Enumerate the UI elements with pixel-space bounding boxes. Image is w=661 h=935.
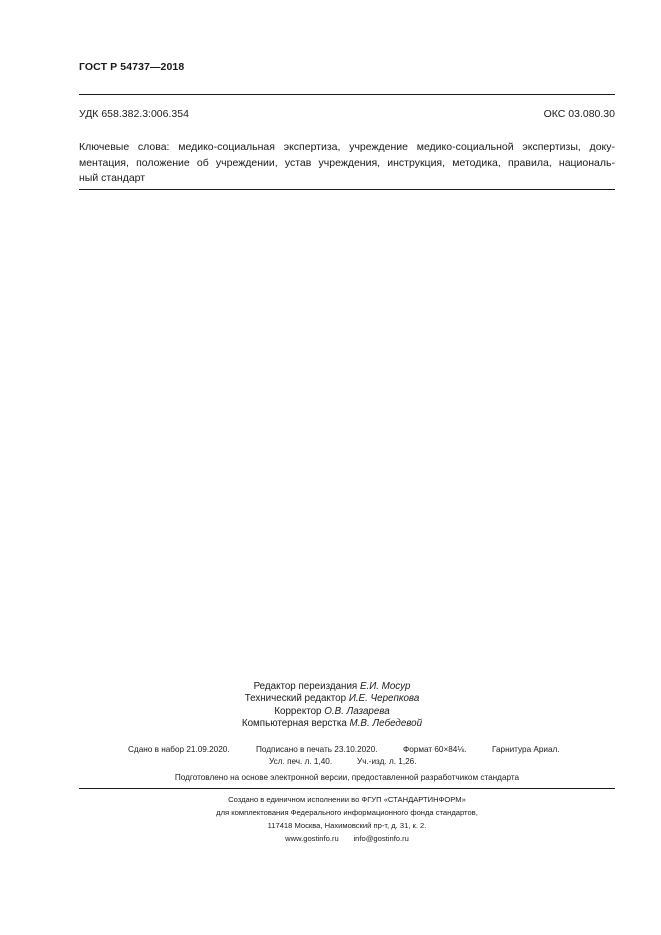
imprint-rule [79, 788, 615, 789]
sent-to-set-date: Сдано в набор 21.09.2020. [128, 745, 230, 754]
print-sheets: Усл. печ. л. 1,40. [269, 757, 333, 766]
keywords-block [79, 140, 615, 187]
keywords-line: ментация, положение об учреждении, устав учреждения, инструкция, методика, правила, националь- [79, 156, 615, 169]
typeface: Гарнитура Ариал. [492, 745, 560, 754]
technical-editor: Технический редактор И.Е. Черепкова [244, 693, 420, 705]
email-link[interactable]: info@gostinfo.ru [353, 834, 409, 843]
publisher-line: для комплектования Федерального информационного фонда стандартов, [216, 808, 478, 817]
standard-number: ГОСТ Р 54737—2018 [79, 61, 185, 73]
corrector: Корректор О.В. Лазарева [274, 705, 390, 717]
paper-format: Формат 60×84⅛. [403, 745, 467, 754]
publisher-sheets: Уч.-изд. л. 1,26. [357, 757, 417, 766]
keywords-line: ный стандарт [79, 172, 146, 185]
publisher-address: 117418 Москва, Нахимовский пр-т, д. 31, к. 2. [267, 821, 427, 830]
keywords-line: Ключевые слова: медико-социальная экспертиза, учреждение медико-социальной экспертизы, доку- [79, 141, 615, 153]
udk-code: УДК 658.382.3:006.354 [79, 108, 189, 120]
prepared-note: Подготовлено на основе электронной версии, предоставленной разработчиком стандарта [174, 773, 520, 782]
publisher-contacts [79, 832, 615, 845]
layout-designer: Компьютерная верстка М.В. Лебедевой [241, 717, 423, 729]
oks-code: ОКС 03.080.30 [543, 108, 615, 120]
editorial-staff [200, 681, 464, 730]
keywords-rule [79, 189, 615, 190]
signed-to-print-date: Подписано в печать 23.10.2020. [256, 745, 378, 754]
publisher-line: Создано в единичном исполнении во ФГУП «СТАНДАРТИНФОРМ» [228, 795, 466, 804]
header-rule [79, 94, 615, 95]
reissue-editor: Редактор переиздания Е.И. Мосур [253, 681, 411, 692]
website-link[interactable]: www.gostinfo.ru [285, 834, 339, 843]
